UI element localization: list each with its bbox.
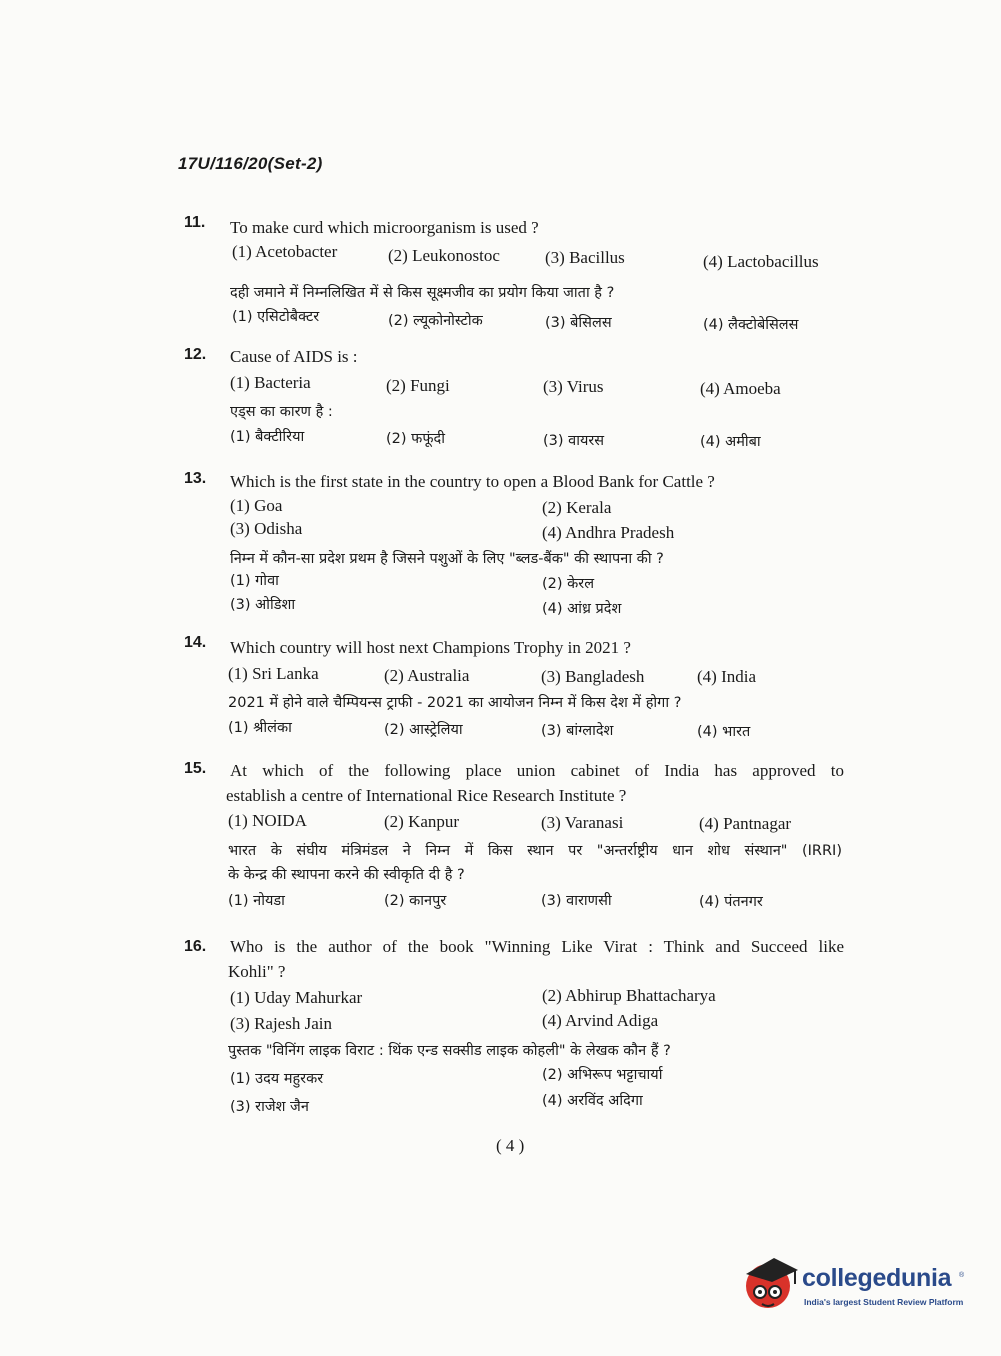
- option-hi-2: (2) अभिरूप भट्टाचार्या: [542, 1067, 663, 1083]
- option-hi-4: (4) आंध्र प्रदेश: [542, 601, 622, 617]
- option-hi-3: (3) वाराणसी: [541, 893, 612, 909]
- option-en-4: (4) Lactobacillus: [703, 252, 819, 271]
- question-text-hi-line1: भारत के संघीय मंत्रिमंडल ने निम्न में किस स्थान पर "अन्तर्राष्ट्रीय धान शोध संस्थान" (IRRI): [228, 843, 842, 859]
- option-en-2: (2) Abhirup Bhattacharya: [542, 986, 716, 1005]
- option-hi-2: (2) फफूंदी: [386, 431, 445, 447]
- collegedunia-watermark: [740, 1250, 972, 1314]
- option-en-3: (3) Rajesh Jain: [230, 1014, 332, 1033]
- question-text-hi: निम्न में कौन-सा प्रदेश प्रथम है जिसने पशुओं के लिए "ब्लड-बैंक" की स्थापना की ?: [230, 551, 664, 567]
- option-en-4: (4) India: [697, 667, 757, 686]
- option-hi-4: (4) अमीबा: [700, 434, 761, 450]
- question-text-en: Which country will host next Champions Trophy in 2021 ?: [230, 638, 631, 657]
- option-hi-3: (3) बेसिलस: [545, 315, 612, 331]
- graduate-mascot-icon: [740, 1250, 800, 1314]
- option-hi-2: (2) आस्ट्रेलिया: [384, 722, 463, 738]
- option-en-4: (4) Andhra Pradesh: [542, 523, 675, 542]
- option-en-1: (1) Goa: [230, 496, 283, 515]
- option-en-2: (2) Kanpur: [384, 812, 460, 831]
- option-en-1: (1) Bacteria: [230, 373, 311, 392]
- question-text-en-line2: establish a centre of International Rice Research Institute ?: [226, 786, 627, 805]
- option-hi-3: (3) ओडिशा: [230, 597, 296, 613]
- option-en-1: (1) Sri Lanka: [228, 664, 319, 683]
- option-hi-1: (1) एसिटोबैक्टर: [232, 309, 320, 325]
- option-hi-4: (4) भारत: [697, 724, 751, 740]
- option-en-3: (3) Bangladesh: [541, 667, 645, 686]
- option-en-3: (3) Bacillus: [545, 248, 625, 267]
- option-hi-1: (1) उदय महुरकर: [230, 1071, 324, 1087]
- option-hi-3: (3) बांग्लादेश: [541, 723, 614, 739]
- option-en-4: (4) Pantnagar: [699, 814, 792, 833]
- question-text-hi-line2: के केन्द्र की स्थापना करने की स्वीकृति दी है ?: [228, 867, 465, 883]
- option-hi-1: (1) नोयडा: [228, 893, 285, 909]
- question-text-en: To make curd which microorganism is used ?: [230, 218, 539, 237]
- option-en-1: (1) Acetobacter: [232, 242, 338, 261]
- option-en-1: (1) Uday Mahurkar: [230, 988, 363, 1007]
- option-hi-2: (2) कानपुर: [384, 893, 447, 909]
- question-text-hi: पुस्तक "विनिंग लाइक विराट : थिंक एन्ड सक्सीड लाइक कोहली" के लेखक कौन हैं ?: [228, 1043, 671, 1059]
- option-en-3: (3) Virus: [543, 377, 604, 396]
- question-text-en-line2: Kohli" ?: [228, 962, 286, 981]
- option-hi-1: (1) गोवा: [230, 573, 279, 589]
- page-code: 17U/116/20(Set-2): [178, 154, 323, 173]
- option-hi-1: (1) श्रीलंका: [228, 720, 292, 736]
- brand-tagline: India's largest Student Review Platform: [804, 1297, 964, 1307]
- question-text-en: Which is the first state in the country to open a Blood Bank for Cattle ?: [230, 472, 715, 491]
- brand-name: collegedunia: [802, 1264, 952, 1292]
- question-number: 12.: [184, 346, 207, 363]
- question-number: 14.: [184, 634, 207, 651]
- question-number: 15.: [184, 760, 207, 777]
- question-text-hi: एड्स का कारण है :: [230, 404, 333, 420]
- option-hi-2: (2) ल्यूकोनोस्टोक: [388, 313, 483, 329]
- option-en-2: (2) Australia: [384, 666, 470, 685]
- option-hi-3: (3) वायरस: [543, 433, 605, 449]
- question-text-hi: दही जमाने में निम्नलिखित में से किस सूक्ष्मजीव का प्रयोग किया जाता है ?: [230, 285, 615, 301]
- option-en-4: (4) Arvind Adiga: [542, 1011, 659, 1030]
- question-number: 13.: [184, 470, 207, 487]
- option-en-3: (3) Varanasi: [541, 813, 624, 832]
- page-number: ( 4 ): [496, 1136, 525, 1155]
- question-number: 11.: [184, 214, 206, 231]
- option-hi-4: (4) अरविंद अदिगा: [542, 1093, 643, 1109]
- option-hi-4: (4) पंतनगर: [699, 894, 763, 910]
- option-en-2: (2) Leukonostoc: [388, 246, 500, 265]
- option-hi-3: (3) राजेश जैन: [230, 1099, 309, 1115]
- option-en-2: (2) Kerala: [542, 498, 612, 517]
- question-text-hi: 2021 में होने वाले चैम्पियन्स ट्राफी - 2021 का आयोजन निम्न में किस देश में होगा ?: [228, 695, 682, 711]
- trademark-symbol: ®: [959, 1272, 965, 1279]
- option-en-2: (2) Fungi: [386, 376, 450, 395]
- option-hi-1: (1) बैक्टीरिया: [230, 429, 305, 445]
- option-en-4: (4) Amoeba: [700, 379, 781, 398]
- option-hi-2: (2) केरल: [542, 576, 595, 592]
- option-en-3: (3) Odisha: [230, 519, 303, 538]
- question-text-en-line1: Who is the author of the book "Winning Like Virat : Think and Succeed like: [230, 937, 844, 956]
- option-en-1: (1) NOIDA: [228, 811, 307, 830]
- option-hi-4: (4) लैक्टोबेसिलस: [703, 317, 799, 333]
- question-number: 16.: [184, 938, 207, 955]
- question-text-en-line1: At which of the following place union cabinet of India has approved to: [230, 761, 844, 780]
- question-text-en: Cause of AIDS is :: [230, 347, 358, 366]
